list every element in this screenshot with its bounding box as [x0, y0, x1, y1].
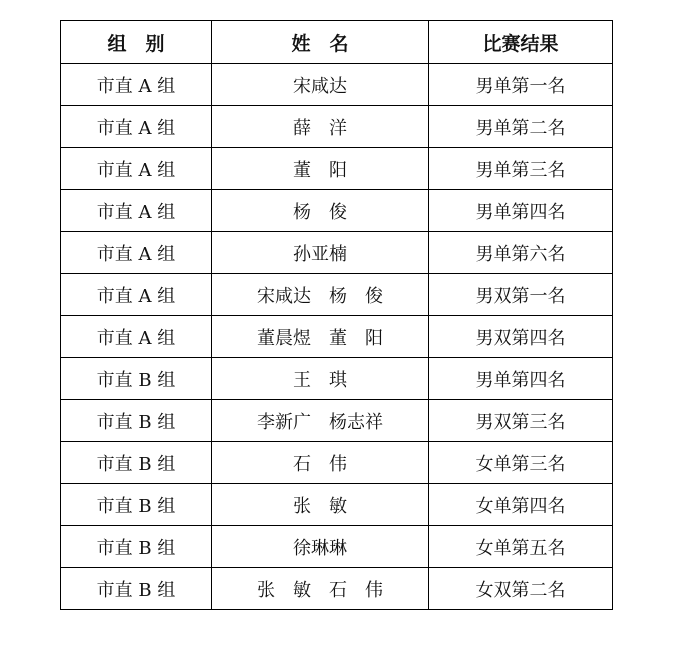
table-row	[61, 568, 613, 610]
table-body	[61, 64, 613, 610]
cell-group: 市直 B 组	[61, 358, 212, 400]
cell-group: 市直 A 组	[61, 148, 212, 190]
cell-group: 市直 A 组	[61, 190, 212, 232]
table-row	[61, 400, 613, 442]
cell-result: 男双第三名	[429, 400, 613, 442]
cell-group: 市直 B 组	[61, 484, 212, 526]
cell-name: 王 琪	[212, 358, 429, 400]
cell-result: 女单第五名	[429, 526, 613, 568]
cell-result: 男双第四名	[429, 316, 613, 358]
table-row	[61, 442, 613, 484]
table-row	[61, 316, 613, 358]
cell-result: 男单第六名	[429, 232, 613, 274]
table-row	[61, 274, 613, 316]
table-row	[61, 148, 613, 190]
cell-name: 张 敏	[212, 484, 429, 526]
cell-result: 男单第三名	[429, 148, 613, 190]
cell-name: 李新广 杨志祥	[212, 400, 429, 442]
cell-group: 市直 A 组	[61, 64, 212, 106]
results-table	[60, 20, 613, 610]
header-name: 姓 名	[212, 21, 429, 64]
table-header	[61, 21, 613, 64]
table-row	[61, 484, 613, 526]
header-group: 组 别	[61, 21, 212, 64]
cell-name: 孙亚楠	[212, 232, 429, 274]
cell-name: 石 伟	[212, 442, 429, 484]
table-row	[61, 526, 613, 568]
cell-group: 市直 B 组	[61, 568, 212, 610]
cell-result: 男双第一名	[429, 274, 613, 316]
cell-group: 市直 A 组	[61, 106, 212, 148]
header-row	[61, 21, 613, 64]
table-row	[61, 358, 613, 400]
cell-name: 杨 俊	[212, 190, 429, 232]
cell-name: 宋咸达 杨 俊	[212, 274, 429, 316]
header-result: 比赛结果	[429, 21, 613, 64]
cell-result: 男单第一名	[429, 64, 613, 106]
cell-result: 男单第四名	[429, 190, 613, 232]
cell-name: 徐琳琳	[212, 526, 429, 568]
table-row	[61, 64, 613, 106]
cell-result: 男单第二名	[429, 106, 613, 148]
cell-name: 董晨煜 董 阳	[212, 316, 429, 358]
cell-result: 女双第二名	[429, 568, 613, 610]
table-row	[61, 106, 613, 148]
table-row	[61, 190, 613, 232]
cell-name: 宋咸达	[212, 64, 429, 106]
cell-result: 男单第四名	[429, 358, 613, 400]
cell-group: 市直 B 组	[61, 526, 212, 568]
cell-name: 张 敏 石 伟	[212, 568, 429, 610]
cell-group: 市直 A 组	[61, 274, 212, 316]
cell-name: 董 阳	[212, 148, 429, 190]
cell-group: 市直 B 组	[61, 400, 212, 442]
table-row	[61, 232, 613, 274]
cell-name: 薛 洋	[212, 106, 429, 148]
cell-result: 女单第四名	[429, 484, 613, 526]
cell-group: 市直 A 组	[61, 232, 212, 274]
cell-result: 女单第三名	[429, 442, 613, 484]
cell-group: 市直 A 组	[61, 316, 212, 358]
cell-group: 市直 B 组	[61, 442, 212, 484]
